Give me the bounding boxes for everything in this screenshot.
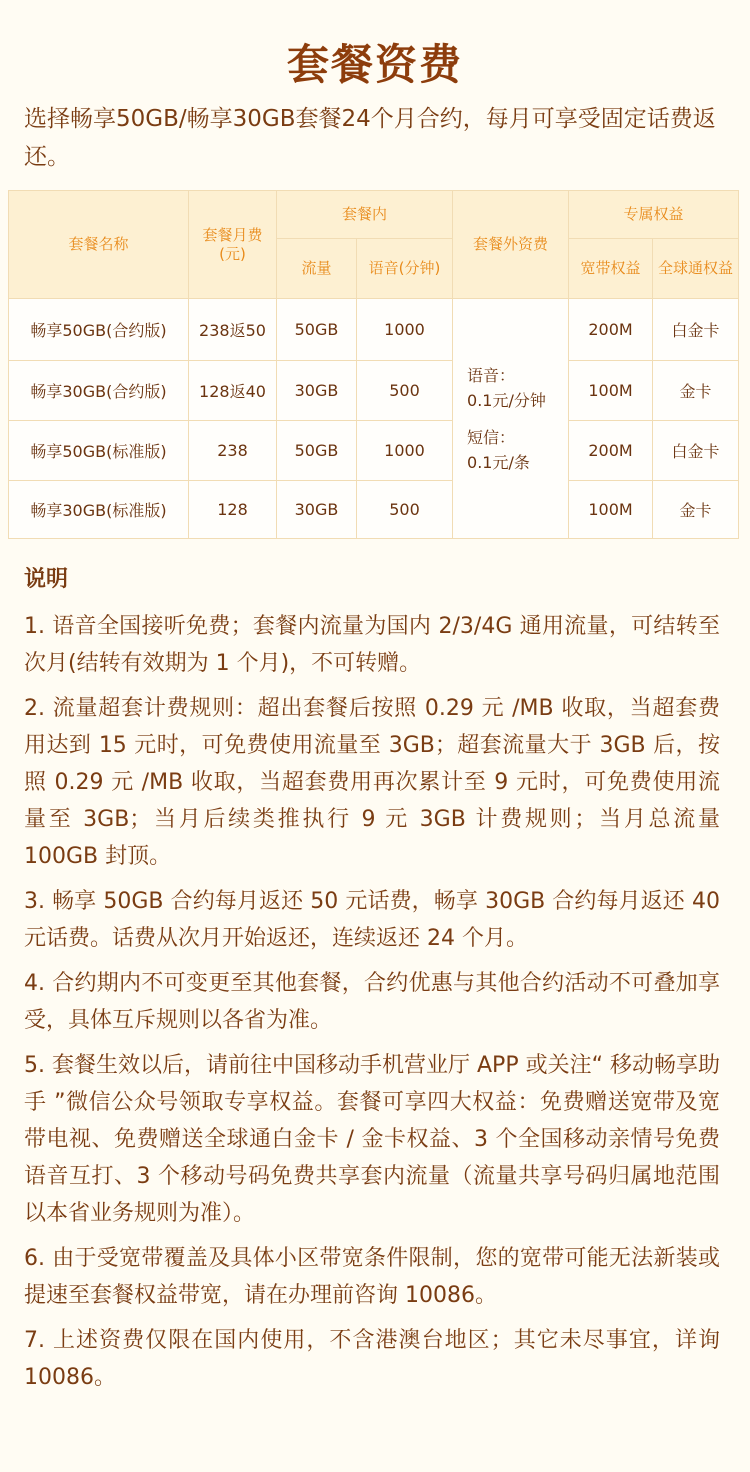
note-item: 2. 流量超套计费规则：超出套餐后按照 0.29 元 /MB 收取，当超套费用达到 15 元时，可免费使用流量至 3GB；超套流量大于 3GB 后，按照 0.29 元 /MB 收取，当超套费用再次累计至 9 元时，可免费使用流量至 3GB；当月后续类推执行 9 元 3GB 计费规则；当月总流量 100GB 封顶。 (24, 696, 720, 869)
plan-fee: 128返40 (189, 361, 277, 421)
header-benefits: 专属权益 (569, 191, 739, 239)
notes-heading: 说明 (24, 567, 69, 592)
plan-data: 30GB (277, 481, 357, 539)
plan-global: 金卡 (653, 361, 739, 421)
extra-sms-price: 0.1元/条 (467, 452, 530, 472)
plan-fee: 128 (189, 481, 277, 539)
plan-global: 金卡 (653, 481, 739, 539)
plan-name: 畅享50GB(合约版) (9, 299, 189, 361)
extra-voice-price: 0.1元/分钟 (467, 390, 546, 410)
header-broadband: 宽带权益 (569, 239, 653, 299)
note-item: 1. 语音全国接听免费；套餐内流量为国内 2/3/4G 通用流量，可结转至次月(结转有效期为 1 个月)，不可转赠。 (24, 614, 720, 676)
header-monthly-fee: 套餐月费(元) (189, 191, 277, 299)
plan-name: 畅享30GB(合约版) (9, 361, 189, 421)
plan-data: 50GB (277, 421, 357, 481)
plan-voice: 500 (357, 361, 453, 421)
plan-fee: 238 (189, 421, 277, 481)
plan-name: 畅享50GB(标准版) (9, 421, 189, 481)
table-row (9, 481, 739, 539)
plan-voice: 1000 (357, 421, 453, 481)
header-voice: 语音(分钟) (357, 239, 453, 299)
plan-broadband: 200M (569, 299, 653, 361)
note-item: 5. 套餐生效以后，请前往中国移动手机营业厅 APP 或关注“ 移动畅享助手 ”微信公众号领取专享权益。套餐可享四大权益：免费赠送宽带及宽带电视、免费赠送全球通白金卡 / 金卡权益、3 个全国移动亲情号免费语音互打、3 个移动号码免费共享套内流量（流量共享号码归属地范围以本省业务规则为准）。 (24, 1053, 720, 1226)
page-title: 套餐资费 (286, 40, 463, 89)
extra-voice-label: 语音： (467, 365, 516, 385)
tariff-table (8, 190, 739, 539)
plan-fee: 238返50 (189, 299, 277, 361)
plan-broadband: 100M (569, 361, 653, 421)
plan-voice: 1000 (357, 299, 453, 361)
note-item: 7. 上述资费仅限在国内使用，不含港澳台地区；其它未尽事宜，详询 10086。 (24, 1328, 720, 1390)
header-global: 全球通权益 (653, 239, 739, 299)
table-row (9, 361, 739, 421)
intro-text: 选择畅享50GB/畅享30GB套餐24个月合约，每月可享受固定话费返还。 (24, 106, 716, 170)
plan-data: 50GB (277, 299, 357, 361)
extra-fee-cell (453, 299, 569, 539)
table-row (9, 299, 739, 361)
plan-global: 白金卡 (653, 421, 739, 481)
header-data: 流量 (277, 239, 357, 299)
header-plan-name: 套餐名称 (9, 191, 189, 299)
plan-broadband: 200M (569, 421, 653, 481)
notes-section (24, 562, 720, 1404)
table-row (9, 421, 739, 481)
plan-global: 白金卡 (653, 299, 739, 361)
note-item: 3. 畅享 50GB 合约每月返还 50 元话费，畅享 30GB 合约每月返还 40 元话费。话费从次月开始返还，连续返还 24 个月。 (24, 889, 720, 951)
note-item: 6. 由于受宽带覆盖及具体小区带宽条件限制，您的宽带可能无法新装或提速至套餐权益带宽，请在办理前咨询 10086。 (24, 1246, 720, 1308)
header-included: 套餐内 (277, 191, 453, 239)
note-item: 4. 合约期内不可变更至其他套餐，合约优惠与其他合约活动不可叠加享受，具体互斥规则以各省为准。 (24, 971, 720, 1033)
plan-data: 30GB (277, 361, 357, 421)
plan-name: 畅享30GB(标准版) (9, 481, 189, 539)
header-extra-fee: 套餐外资费 (453, 191, 569, 299)
extra-sms-label: 短信： (467, 427, 516, 447)
plan-broadband: 100M (569, 481, 653, 539)
plan-voice: 500 (357, 481, 453, 539)
